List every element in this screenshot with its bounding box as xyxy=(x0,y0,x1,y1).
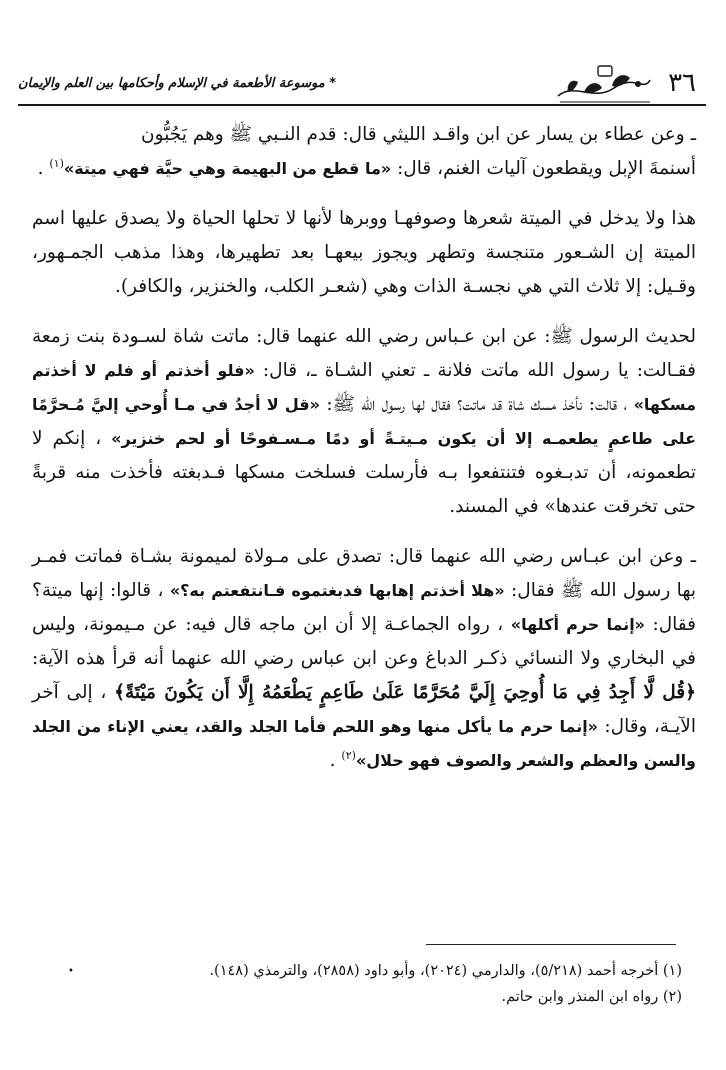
floral-ornament-icon xyxy=(554,62,654,106)
paragraph-sawda-hadith xyxy=(32,320,696,524)
footnote-1: (١) أخرجه أحمد (٥/٢١٨)، والدارمي (٢٠٢٤)، وأبو داود (٢٨٥٨)، والترمذي (١٤٨). xyxy=(209,963,682,979)
header-rule xyxy=(18,104,706,106)
text-run: . xyxy=(329,750,336,771)
running-title: * موسوعة الأطعمة في الإسلام وأحكامها بين العلم والإيمان xyxy=(18,76,337,91)
paragraph-maymuna-hadith xyxy=(32,540,696,778)
text-run: لحديث الرسول ﷺ: عن ابن عـباس رضي الله عنهما قال: ماتت شاة لسـودة بنت زمعة فقـالت: يا رسول الله ماتت فلانة ـ تعني الشـاة ـ، قال: xyxy=(32,326,696,381)
page-number: ٣٦ xyxy=(668,68,696,98)
text-run: أسنمةَ الإبل ويقطعون آليات الغنم، قال: xyxy=(397,158,696,179)
margin-dot: • xyxy=(68,966,74,977)
hadith-quote: «فلو أخذتم أو فلم لا أخذتم مسكها» xyxy=(32,361,696,414)
text-run: ، رواه الجماعـة إلا أن ابن ماجه قال فيه: عن مـيمونة، وليس في البخاري ولا النسائي ذكـر الدباغ وعن ابن عباس رضي الله عنهما أنه قرأ هذه الآية: xyxy=(32,614,696,669)
page-header xyxy=(18,58,706,108)
hadith-quote: «ما قطع من البهيمة وهي حيَّة فهي ميتة» xyxy=(63,159,392,178)
text-run: ، إنكم لا تطعمونه، أن تدبـغوه فتنتفعوا بـه فأرسلت فسلخت مسكها فـدبغته فأخذت منه قربةً حتى تخرقت عندها» في المسند. xyxy=(32,428,696,517)
footnote-ref-1: (١) xyxy=(49,156,64,170)
text-run: ـ وعن ابن عبـاس رضي الله عنهما قال: تصدق على مـولاة لميمونة بشـاة فماتت فمـر بها رسول الله ﷺ فقال: xyxy=(32,546,696,601)
text-run: ، قالوا: إنها ميتة؟ فقال: xyxy=(32,580,696,635)
quran-verse: ﴿قُل لَّا أَجِدُ فِي مَا أُوحِيَ إِلَيَّ مُحَرَّمًا عَلَىٰ طَاعِمٍ يَطْعَمُهُ إِلَّا أَن يَكُونَ مَيْتَةً﴾ xyxy=(114,682,696,703)
text-run: ، قالت: نأخذ مسك شاة قد ماتت؟ فقال لها رسول الله ﷺ: xyxy=(326,394,628,415)
footnote-2: (٢) رواه ابن المنذر وابن حاتم. xyxy=(501,989,682,1005)
text-line xyxy=(32,152,696,186)
hadith-quote: «قل لا أجدُ في مـا أُوحي إليَّ مُـحرَّمًا على طاعمٍ يطعمـه إلا أن يكون مـيتـةً أو دمًا مـسـفوحًا أو لحم خنزير» xyxy=(32,395,697,448)
paragraph-text: هذا ولا يدخل في الميتة شعرها وصوفهـا ووبرها لأنها لا تحلها الحياة ولا يصدق عليها اسم الميتة إن الشـعور متنجسة وتطهر ويجوز بيعهـا بعد تطهيرها، وهذا مذهب الجمـهور، وقـيل: إلا ثلاث التي هي نجسـة الذات وهي (شعـر الكلب، والخنزير، والكافر). xyxy=(32,208,696,297)
paragraph-hair-wool xyxy=(32,202,696,304)
hadith-quote: «هلا أخذتم إهابها فدبغتموه فـانتفعتم به؟» xyxy=(169,581,505,600)
hadith-quote: «إنما حرم أكلها» xyxy=(510,615,646,634)
paragraph-text xyxy=(32,320,696,524)
text-run: . xyxy=(37,158,44,179)
footnotes xyxy=(32,958,682,1010)
hadith-quote: «إنما حرم ما يأكل منها وهو اللحم فأما الجلد والقد، يعني الإناء من الجلد والسن والعظم والشعر والصوف فهو حلال» xyxy=(32,717,696,770)
paragraph-text xyxy=(32,540,696,778)
footnote-rule xyxy=(426,944,676,945)
paragraph-ata-hadith xyxy=(32,118,696,186)
text-run: ، إلى آخر الآيـة، وقال: xyxy=(32,682,696,737)
footnote-ref-2: (٢) xyxy=(341,748,356,762)
main-text xyxy=(32,118,696,794)
text-line: ـ وعن عطاء بن يسار عن ابن واقـد الليثي قال: قدم النـبي ﷺ وهم يَجُبُّون xyxy=(141,124,696,145)
